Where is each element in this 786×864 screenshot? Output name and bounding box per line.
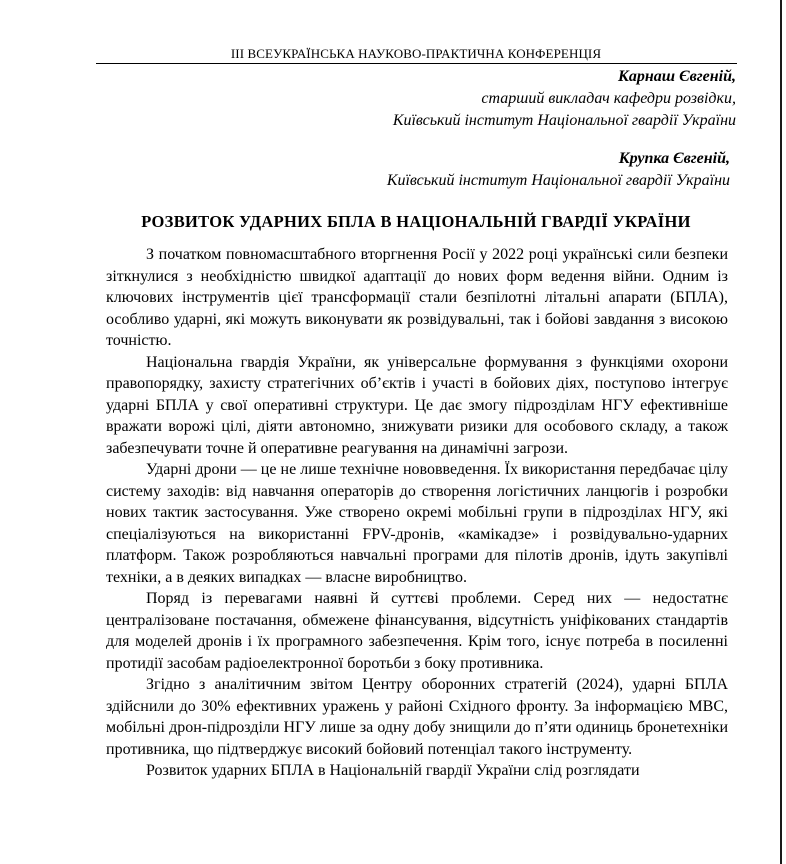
paper-body xyxy=(106,244,728,782)
paragraph: З початком повномасштабного вторгнення Росії у 2022 році українські сили безпеки зіткнулися з необхідністю швидкої адаптації до нових форм ведення війни. Одним із ключових інструментів цієї трансформації стали безпілотні літальні апарати (БПЛА), особливо ударні, які можуть виконувати як розвідувальні, так і бойові завдання з високою точністю. xyxy=(106,246,728,349)
paper-title: РОЗВИТОК УДАРНИХ БПЛА В НАЦІОНАЛЬНІЙ ГВАРДІЇ УКРАЇНИ xyxy=(141,212,691,231)
paragraph: Поряд із перевагами наявні й суттєві проблеми. Серед них — недостатнє централізоване постачання, обмежене фінансування, відсутність уніфікованих стандартів для моделей дронів і їх програмного забезпечення. Крім того, існує потреба в посиленні протидії засобам радіоелектронної боротьби з боку противника. xyxy=(106,590,728,672)
author-block-1 xyxy=(393,66,736,132)
author-affiliation: Київський інститут Національної гвардії України xyxy=(386,172,730,189)
author-block-2 xyxy=(387,148,730,192)
paragraph: Національна гвардія України, як універсальне формування з функціями охорони правопорядку, захисту стратегічних об’єктів і участі в бойових діях, поступово інтегрує ударні БПЛА у свої оперативні структури. Це дає змогу підрозділам НГУ ефективніше вражати ворожі цілі, діяти автономно, знижувати ризики для особового складу, а також забезпечувати точне й оперативне реагування на динамічні загрози. xyxy=(106,353,728,457)
paragraph: Ударні дрони — це не лише технічне нововведення. Їх використання передбачає цілу систему заходів: від навчання операторів до створення логістичних ланцюгів і розробки нових тактик застосування. Уже створено окремі мобільні групи в підрозділах НГУ, які спеціалізуються на використанні FPV-дронів, «камікадзе» і розвідувально-ударних платформ. Також розробляються навчальні програми для пілотів дронів, ідуть закупівлі техніки, а в деяких випадках — власне виробництво. xyxy=(106,461,728,586)
author-name: Крупка Євгеній, xyxy=(618,150,730,167)
author-name: Карнаш Євгеній, xyxy=(618,68,736,85)
header-rule xyxy=(96,63,737,64)
paragraph-truncated: Розвиток ударних БПЛА в Національній гвардії України слід розглядати xyxy=(146,762,640,779)
paragraph: Згідно з аналітичним звітом Центру оборонних стратегій (2024), ударні БПЛА здійснили до 30% ефективних уражень у районі Східного фронту. За інформацією МВС, мобільні дрон-підрозділи НГУ лише за одну добу знищили до п’яти одиниць бронетехніки противника, що підтверджує високий бойовий потенціал такого інструменту. xyxy=(106,676,728,758)
author-affiliation: Київський інститут Національної гвардії України xyxy=(392,112,736,129)
running-header: ІІІ ВСЕУКРАЇНСЬКА НАУКОВО-ПРАКТИЧНА КОНФЕРЕНЦІЯ xyxy=(230,46,602,61)
page-edge-line xyxy=(780,0,782,864)
author-position: старший викладач кафедри розвідки, xyxy=(481,90,736,107)
